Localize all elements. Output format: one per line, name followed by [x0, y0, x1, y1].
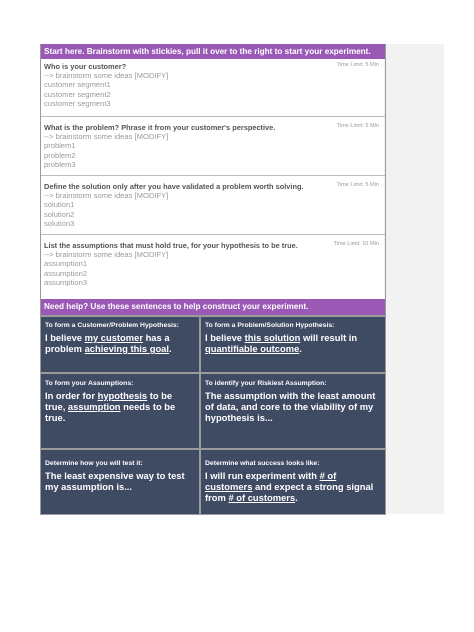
line: customer segment1	[44, 80, 111, 90]
line: solution1	[44, 200, 75, 210]
section-problem[interactable]	[41, 117, 385, 176]
line: assumption1	[44, 259, 88, 269]
right-panel-background	[384, 44, 444, 514]
line: assumption3	[44, 277, 88, 287]
line: customer segment2	[44, 89, 111, 99]
card-body	[205, 390, 381, 423]
section-customer[interactable]	[41, 59, 385, 117]
section-question: Define the solution only after you have validated a problem worth solving.	[44, 182, 304, 191]
fill-in-phrase: # of customers	[228, 492, 296, 503]
card-title: Determine how you will test it:	[45, 460, 143, 467]
section-assumptions[interactable]	[41, 235, 385, 299]
card-body	[205, 470, 381, 503]
card-test[interactable]	[41, 450, 199, 514]
card-body	[45, 470, 195, 492]
sentence-text: and expect a strong signal from	[205, 481, 374, 503]
line: customer segment3	[44, 98, 111, 108]
card-title: Determine what success looks like:	[205, 460, 320, 467]
sentence-text: has a problem	[45, 332, 170, 354]
card-title: To form your Assumptions:	[45, 380, 134, 387]
line: --> brainstorm some ideas [MODIFY]	[44, 191, 169, 200]
card-success[interactable]	[201, 450, 385, 514]
time-limit: Time Limit: 10 Min	[333, 241, 379, 247]
section-lines	[44, 250, 168, 287]
section-lines	[44, 191, 168, 228]
sentence-text: .	[295, 492, 298, 503]
card-body	[45, 390, 195, 423]
card-body	[45, 332, 195, 354]
section-question: Who is your customer?	[44, 62, 127, 71]
fill-in-phrase: quantifiable outcome	[205, 343, 300, 354]
card-title: To form a Problem/Solution Hypothesis:	[205, 322, 335, 329]
sentence-text: needs to be true.	[45, 401, 176, 423]
header-bar: Start here. Brainstorm with stickies, pull it over to the right to start your experiment.	[41, 44, 385, 59]
line: --> brainstorm some ideas [MODIFY]	[44, 132, 169, 141]
card-riskiest-assumption[interactable]	[201, 374, 385, 448]
time-limit: Time Limit: 5 Min	[336, 62, 379, 68]
line: assumption2	[44, 268, 88, 278]
fill-in-phrase: hypothesis	[97, 390, 148, 401]
section-lines	[44, 71, 168, 108]
card-customer-problem[interactable]	[41, 317, 199, 372]
sentence-text: I believe	[45, 332, 85, 343]
fill-in-phrase: my customer	[84, 332, 143, 343]
sentence-text: I will run experiment with	[205, 470, 320, 481]
line: solution3	[44, 218, 75, 228]
section-lines	[44, 132, 168, 169]
section-question: List the assumptions that must hold true, for your hypothesis to be true.	[44, 241, 298, 250]
card-title: To form a Customer/Problem Hypothesis:	[45, 322, 179, 329]
line: problem2	[44, 150, 76, 160]
sentence-text: to be true,	[45, 390, 173, 412]
section-solution[interactable]	[41, 176, 385, 235]
time-limit: Time Limit: 5 Min	[336, 123, 379, 129]
sentence-text: will result in	[300, 332, 358, 343]
card-body	[205, 332, 381, 354]
card-title: To identify your Riskiest Assumption:	[205, 380, 327, 387]
sentence-card-grid	[41, 315, 385, 514]
sentence-text: .	[299, 343, 302, 354]
help-bar: Need help? Use these sentences to help construct your experiment.	[41, 299, 385, 315]
section-question: What is the problem? Phrase it from your customer's perspective.	[44, 123, 276, 132]
sentence-text: In order for	[45, 390, 98, 401]
fill-in-phrase: # of customers	[205, 470, 337, 492]
line: --> brainstorm some ideas [MODIFY]	[44, 250, 169, 259]
fill-in-phrase: assumption	[67, 401, 121, 412]
line: solution2	[44, 209, 75, 219]
card-problem-solution[interactable]	[201, 317, 385, 372]
sentence-text: I believe	[205, 332, 245, 343]
sentence-text: .	[169, 343, 172, 354]
card-assumptions[interactable]	[41, 374, 199, 448]
fill-in-phrase: this solution	[244, 332, 301, 343]
line: problem3	[44, 159, 76, 169]
line: --> brainstorm some ideas [MODIFY]	[44, 71, 169, 80]
sentence-text: The assumption with the least amount of data, and core to the viability of my hypothesis is...	[205, 390, 376, 423]
experiment-canvas	[40, 44, 386, 515]
fill-in-phrase: achieving this goal	[84, 343, 169, 354]
sentence-text: The least expensive way to test my assumption is...	[45, 470, 185, 492]
line: problem1	[44, 141, 76, 151]
time-limit: Time Limit: 5 Min	[336, 182, 379, 188]
